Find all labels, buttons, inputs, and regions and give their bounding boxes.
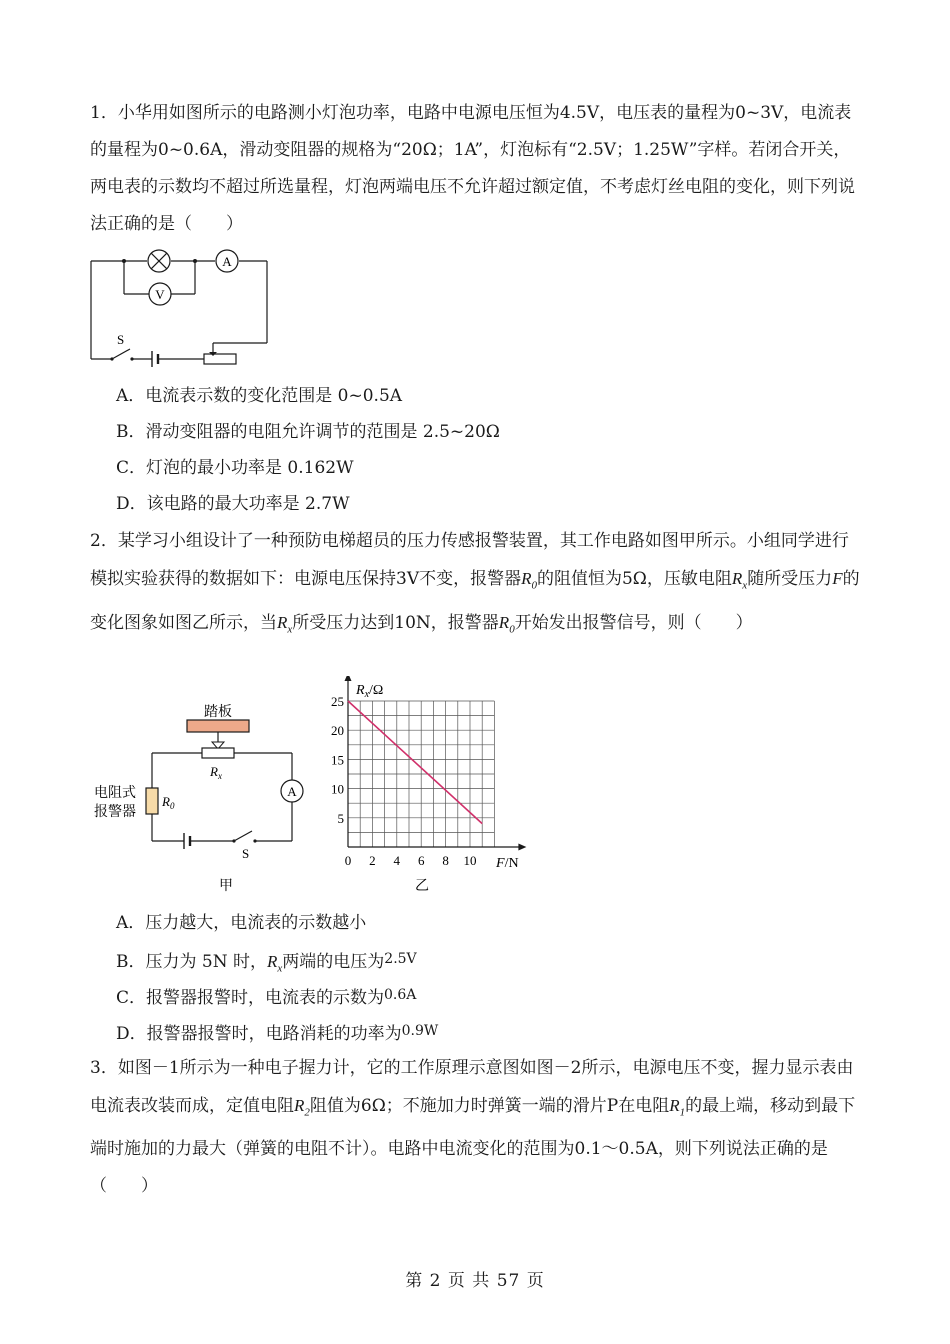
question-text: 阻值为6Ω；不施加力时弹簧一端的滑片P在电阻 [309,1096,670,1116]
r1-symbol: R [669,1096,680,1115]
figure-caption-yi: 乙 [415,879,429,894]
pedal-plate [187,720,249,732]
question-text: 小华用如图所示的电路测小灯泡功率，电路中电源电压恒为4.5V，电压表的量程为0~3V，电流表的量程为0~0.6A，滑动变阻器的规格为“20Ω；1A”，灯泡标有“2.5V；1.25W”字样。若闭合开关，两电表的示数均不超过所选量程，灯泡两端电压不允许超过额定值，不考虑灯丝电阻的变化，则下列说法正确的是（ ） [90,103,855,234]
x-tick-label: 8 [442,853,449,868]
x-tick-label: 2 [369,853,376,868]
x-tick-label: 0 [344,853,352,868]
question-text: 开始发出报警信号，则（ ） [514,613,753,634]
question-3-stem [90,1050,860,1205]
q1-option-c[interactable]: C．灯泡的最小功率是 0.162W [116,458,354,478]
option-text: D．报警器报警时，电路消耗的功率为 [116,1024,402,1044]
chart-y-axis-label: $R_x/\Omega$ [356,683,384,700]
question-number: 3． [90,1058,118,1078]
rx-subscript: x [277,962,283,975]
chart-axes [345,676,527,851]
option-value: 0.6A [384,987,417,1003]
chart-series [348,701,482,824]
chart-grid [348,701,494,847]
ammeter-label: A [222,254,232,269]
x-tick-label: 6 [417,853,425,868]
rx-subscript: x [287,623,293,636]
rx-subscript: x [742,579,748,592]
q2-option-a[interactable]: A．压力越大，电流表的示数越小 [116,913,367,933]
y-axis-arrow [345,676,352,681]
y-tick-label: 20 [331,723,344,739]
question-text: 的最上端，移动到最下端时施加的力最大（弹簧的电阻不计）。电路中电流变化的范围为0.1～0.5A，则下列说法正确的是（ ） [90,1096,856,1197]
q2-rx-force-graph [320,676,540,898]
alarm-label-line1: 电阻式 [94,786,136,801]
x-tick-label: 4 [393,853,401,868]
option-value: 0.9W [401,1023,439,1039]
question-number: 1． [90,103,118,123]
question-text: 某学习小组设计了一种预防电梯超员的压力传感报警装置，其工作电路如图甲所示。小组同学进行模拟实验获得的数据如下：电源电压保持3V不变，报警器 [90,531,849,589]
series-line-rx [348,701,482,824]
question-text: 的变化图象如图乙所示，当 [90,569,860,634]
pedal-label: 踏板 [204,705,232,720]
option-text: C．报警器报警时，电流表的示数为 [116,988,385,1008]
y-tick-label: 15 [331,752,344,768]
r2-subscript: 2 [304,1106,310,1119]
option-text: 两端的电压为 [282,952,385,972]
option-value: 2.5V [384,951,417,967]
q2-circuit-diagram [88,698,308,898]
r1-subscript: 1 [679,1106,686,1119]
rx-symbol: R [277,613,288,633]
bulb-icon [148,250,170,272]
switch-label: S [242,846,250,861]
q1-option-d[interactable]: D．该电路的最大功率是 2.7W [116,494,350,514]
alarm-label-line2: 报警器 [94,805,136,820]
question-1-stem [90,95,860,243]
chart-tick-labels [331,694,477,868]
chart-x-axis-label: F/N [496,856,519,871]
question-text: 如图－1所示为一种电子握力计，它的工作原理示意图如图－2所示，电源电压不变，握力显示表由电流表改装而成，定值电阻 [90,1058,854,1116]
force-symbol: F [832,569,843,588]
figure-caption-jia: 甲 [219,879,233,894]
switch-label: S [117,332,125,347]
page-footer: 第 2 页 共 57 页 [405,1271,545,1291]
x-tick-label: 10 [463,853,477,868]
ammeter-label: A [287,784,297,799]
x-axis-arrow [518,844,526,851]
voltmeter-label: V [155,287,165,302]
q2-option-d[interactable] [116,1019,438,1046]
y-tick-label: 10 [331,781,344,797]
rx-symbol: R [731,569,743,588]
question-number: 2． [90,531,118,551]
r0-label: $R_0$ [162,794,175,811]
question-text: 所受压力达到10N，报警器 [292,613,499,634]
rx-symbol: R [267,952,278,971]
q1-circuit-diagram [88,248,278,372]
r0-resistor [146,788,158,814]
question-text: 随所受压力 [747,569,833,589]
q2-option-b[interactable] [116,947,417,980]
r0-subscript: 0 [531,579,537,592]
y-tick-label: 5 [337,810,344,826]
question-2-stem [90,523,860,649]
r0-subscript: 0 [509,623,515,636]
q2-option-c[interactable] [116,983,416,1010]
q1-option-b[interactable]: B．滑动变阻器的电阻允许调节的范围是 2.5~20Ω [116,422,500,442]
rx-label: $R_x$ [210,764,222,781]
r2-symbol: R [294,1096,305,1115]
y-tick-label: 25 [331,694,344,709]
r0-symbol: R [498,613,510,633]
q1-option-a[interactable]: A．电流表示数的变化范围是 0~0.5A [116,386,403,406]
option-text: B．压力为 5N 时， [116,952,267,972]
question-text: 的阻值恒为5Ω，压敏电阻 [536,569,732,589]
r0-symbol: R [521,569,532,588]
